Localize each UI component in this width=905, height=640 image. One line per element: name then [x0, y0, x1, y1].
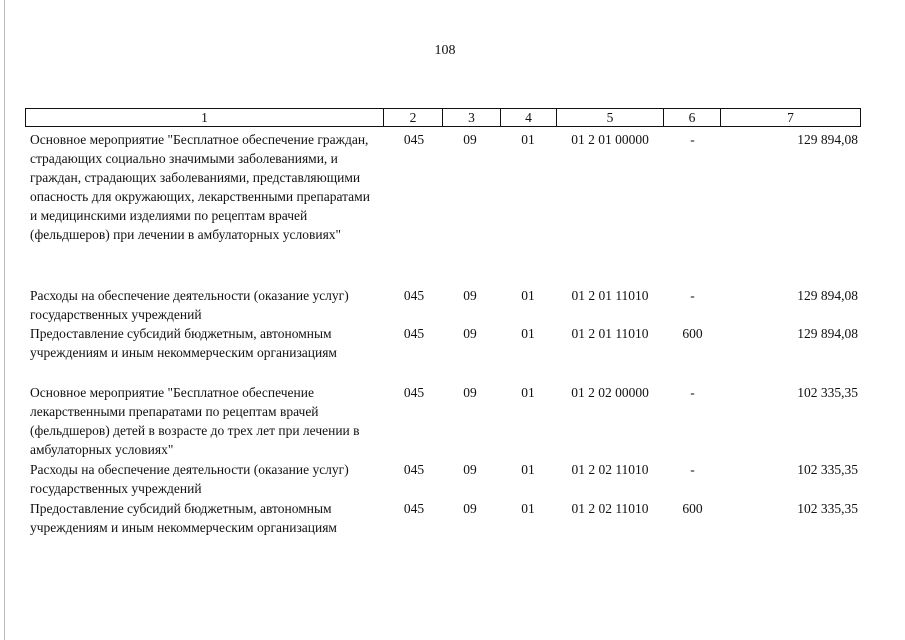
row-col-2: 045: [403, 501, 425, 516]
row-col-5: 01 2 02 11010: [571, 462, 649, 477]
row-col-4: 01: [521, 326, 535, 341]
page-left-edge: [4, 0, 5, 640]
column-header-7: 7: [721, 109, 861, 127]
row-col-7: 102 335,35: [797, 501, 858, 516]
row-col-6: 600: [682, 501, 703, 516]
row-col-3: 09: [463, 501, 477, 516]
row-col-5: 01 2 01 11010: [571, 288, 649, 303]
row-col-3: 09: [463, 462, 477, 477]
row-col-4: 01: [521, 132, 535, 147]
row-col-2: 045: [403, 132, 425, 147]
row-col-4: 01: [521, 462, 535, 477]
row-col-4: 01: [521, 288, 535, 303]
row-col-4: 01: [521, 501, 535, 516]
row-col-3: 09: [463, 385, 477, 400]
column-header-table: [25, 108, 861, 127]
row-col-2: 045: [403, 288, 425, 303]
row-col-5: 01 2 01 11010: [571, 326, 649, 341]
column-header-row: [26, 109, 861, 127]
row-col-2: 045: [403, 326, 425, 341]
row-col-7: 102 335,35: [797, 385, 858, 400]
row-name: Основное мероприятие "Бесплатное обеспечение граждан, страдающих социально значимыми заболеваниями, и граждан, страдающих заболеваниями, представляющими опасность для окружающих, лекарственными препаратами и медицинскими изделиями по рецептам врачей (фельдшеров) при лечении в амбулаторных условиях": [30, 132, 370, 242]
page-number: 108: [434, 43, 456, 58]
row-name: Предоставление субсидий бюджетным, автономным учреждениям и иным некоммерческим организациям: [30, 501, 337, 535]
column-header-5: 5: [557, 109, 664, 127]
column-header-4: 4: [501, 109, 557, 127]
row-col-2: 045: [403, 462, 425, 477]
row-col-7: 129 894,08: [797, 288, 858, 303]
row-col-3: 09: [463, 132, 477, 147]
row-name: Расходы на обеспечение деятельности (оказание услуг) государственных учреждений: [30, 288, 349, 322]
row-col-6: -: [690, 462, 695, 477]
row-col-6: 600: [682, 326, 703, 341]
column-header-2: 2: [384, 109, 443, 127]
row-col-7: 129 894,08: [797, 132, 858, 147]
row-col-6: -: [690, 288, 695, 303]
row-col-2: 045: [403, 385, 425, 400]
row-name: Расходы на обеспечение деятельности (оказание услуг) государственных учреждений: [30, 462, 349, 496]
row-col-6: -: [690, 385, 695, 400]
row-name: Основное мероприятие "Бесплатное обеспечение лекарственными препаратами по рецептам врачей (фельдшеров) детей в возрасте до трех лет при лечении в амбулаторных условиях": [30, 385, 360, 457]
row-col-5: 01 2 02 11010: [571, 501, 649, 516]
row-col-7: 102 335,35: [797, 462, 858, 477]
row-col-5: 01 2 02 00000: [571, 385, 649, 400]
row-col-3: 09: [463, 288, 477, 303]
column-header-6: 6: [664, 109, 721, 127]
column-header-1: 1: [26, 109, 384, 127]
row-col-4: 01: [521, 385, 535, 400]
row-col-3: 09: [463, 326, 477, 341]
row-col-6: -: [690, 132, 695, 147]
row-name: Предоставление субсидий бюджетным, автономным учреждениям и иным некоммерческим организациям: [30, 326, 337, 360]
column-header-3: 3: [443, 109, 501, 127]
row-col-5: 01 2 01 00000: [571, 132, 649, 147]
row-col-7: 129 894,08: [797, 326, 858, 341]
